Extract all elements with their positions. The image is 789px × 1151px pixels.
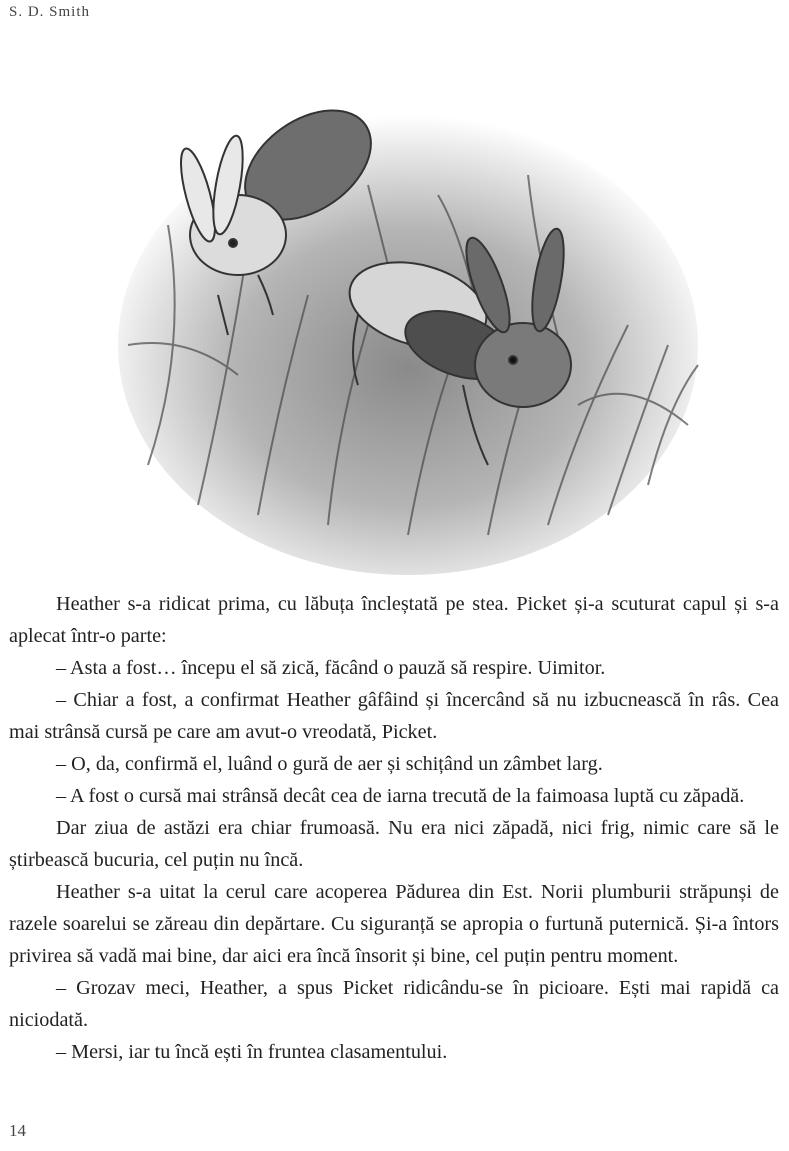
paragraph: – Grozav meci, Heather, a spus Picket ridicându-se în picioare. Ești mai rapidă ca niciodată.	[9, 977, 779, 1031]
paragraph: Dar ziua de astăzi era chiar frumoasă. Nu era nici zăpadă, nici frig, nimic care să le știrbească bucuria, cel puțin nu încă.	[9, 817, 779, 871]
running-header-author: S. D. Smith	[9, 4, 91, 20]
paragraph: Heather s-a uitat la cerul care acoperea Pădurea din Est. Norii plumburii străpunși de razele soarelui se zăreau din depărtare. Cu siguranță se apropia o furtună puternică. Și-a întors privirea să vadă mai bine, dar aici era încă însorit și bine, cel puțin pentru moment.	[9, 881, 779, 967]
paragraph: – A fost o cursă mai strânsă decât cea de iarna trecută de la faimoasa luptă cu zăpadă.	[56, 785, 745, 807]
paragraph: – Asta a fost… începu el să zică, făcând o pauză să respire. Uimitor.	[56, 657, 606, 679]
page-number: 14	[9, 1121, 26, 1140]
paragraph: – Mersi, iar tu încă ești în fruntea clasamentului.	[56, 1041, 448, 1063]
paragraph: – Chiar a fost, a confirmat Heather gâfâind și încercând să nu izbucnească în râs. Cea mai strânsă cursă pe care am avut-o vreodată, Picket.	[9, 689, 779, 743]
illustration-rabbits	[108, 45, 708, 575]
paragraph: Heather s-a ridicat prima, cu lăbuța încleștată pe stea. Picket și-a scuturat capul și s-a aplecat într-o parte:	[9, 593, 779, 647]
body-text	[9, 588, 779, 1068]
paragraph: – O, da, confirmă el, luând o gură de aer și schițând un zâmbet larg.	[56, 753, 603, 775]
